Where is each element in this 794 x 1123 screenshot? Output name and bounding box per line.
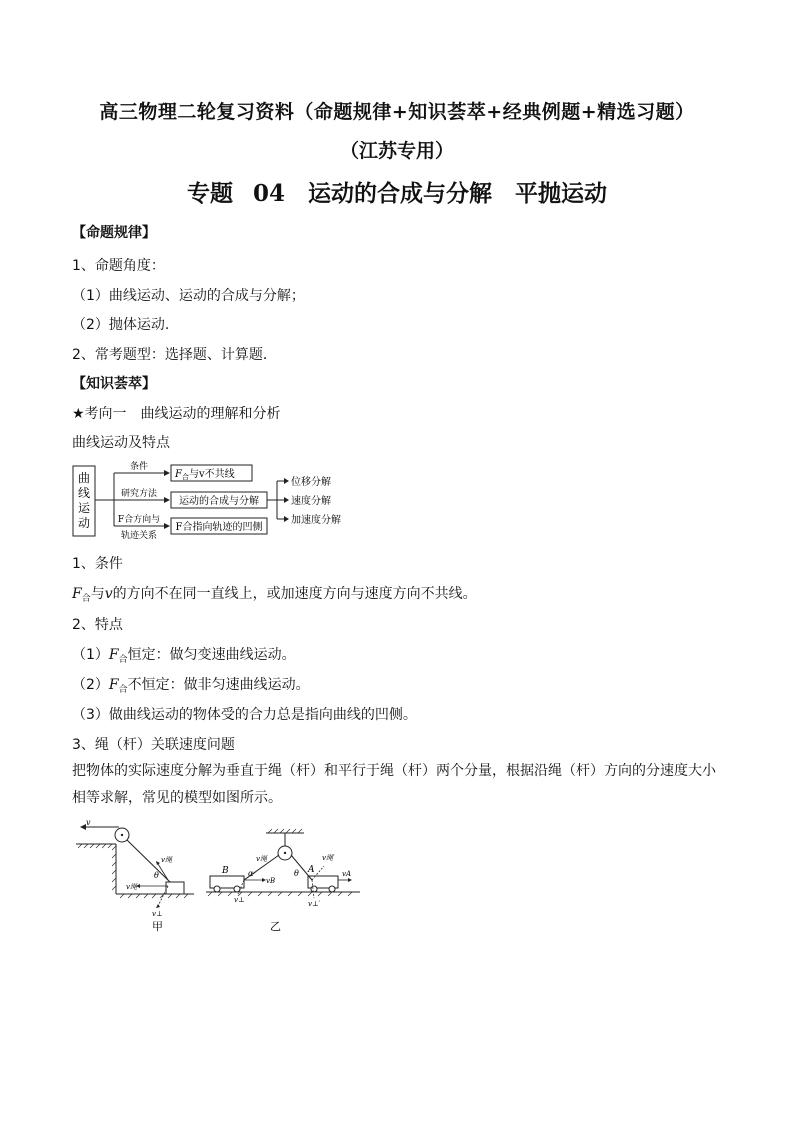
fig-b-label-alpha: α [248,869,254,878]
figure-a-diagram [72,818,197,936]
figure-b-diagram [204,828,364,936]
fig-b-label-A: A [308,865,315,875]
fig-b-label-v-rope: v绳 [256,855,267,863]
condition-text-a: 与 [90,586,105,602]
feature-1-F-sub: 合 [118,655,128,665]
rules-item-2: 2、常考题型：选择题、计算题． [72,347,277,363]
fig-b-label-v-perp: v⊥ [234,896,245,904]
concept-box-condition-text [174,467,235,481]
fig-b-label-v-rope-prime: v绳′ [322,854,335,862]
fig-a-label-theta: θ [154,871,159,880]
concept-root-char-3: 运 [77,501,91,515]
concept-box-method-text: 运动的合成与分解 [179,496,259,507]
concept-box-condition-rest: 与v不共线 [188,469,235,480]
concept-map-diagram [72,460,362,544]
feature-1-F: F [108,647,119,663]
concept-root-char-2: 线 [77,486,91,500]
fig-b-label-vB: vB [266,877,276,885]
concept-box-relation-text: F合指向轨迹的凹侧 [175,522,263,533]
fig-a-label-v-rope: v绳 [161,856,172,864]
branch-label-condition: 条件 [129,462,149,472]
condition-F-sub: 合 [81,594,91,604]
leaf-velocity: 速度分解 [291,496,331,507]
rules-item-1-1: （1）曲线运动、运动的合成与分解； [72,288,305,304]
rules-heading: 【命题规律】 [72,225,156,241]
feature-1 [72,644,296,665]
condition-title: 1、条件 [72,556,123,572]
rope-paragraph: 把物体的实际速度分解为垂直于绳（杆）和平行于绳（杆）两个分量，根据沿绳（杆）方向的分速度大小相等求解，常见的模型如图所示。 [72,763,716,806]
fig-a-label-v-perp: v⊥ [152,910,163,918]
feature-3: （3）做曲线运动的物体受的合力总是指向曲线的凹侧。 [72,707,417,723]
rules-item-1-2: （2）抛体运动. [72,317,170,333]
concept-subtitle: 曲线运动及特点 [72,435,170,451]
document-title: 高三物理二轮复习资料（命题规律+知识荟萃+经典例题+精选习题） [99,101,695,123]
condition-text [72,583,477,604]
feature-2-F-sub: 合 [118,685,128,695]
fig-b-label-theta: θ [294,869,299,878]
feature-2-prefix: （2） [72,677,109,693]
concept-box-condition-F: F [175,469,182,480]
feature-1-text: 恒定：做匀变速曲线运动。 [127,647,296,663]
leaf-acceleration: 加速度分解 [291,515,341,526]
fig-b-label-v-perp-prime: v⊥′ [308,900,321,908]
document-region: （江苏专用） [339,140,454,162]
condition-F: F [72,586,82,602]
figure-b-caption: 乙 [270,920,281,933]
figure-a-caption: 甲 [152,920,163,933]
feature-1-prefix: （1） [72,647,109,663]
feature-2 [72,674,310,695]
feature-2-F: F [108,677,119,693]
topic-title: 专题 04 运动的合成与分解 平抛运动 [186,180,607,207]
direction-one: ★考向一 曲线运动的理解和分析 [72,406,281,422]
branch-label-relation-bottom: 轨迹关系 [120,531,158,541]
fig-b-label-B: B [222,866,229,876]
feature-2-text: 不恒定：做非匀速曲线运动。 [127,677,310,693]
branch-label-method: 研究方法 [120,489,158,499]
concept-box-condition-sub: 合 [181,473,189,481]
rules-item-1: 1、命题角度： [72,258,165,274]
concept-root-char-1: 曲 [77,471,91,485]
fig-a-label-v: v [86,818,91,827]
leaf-displacement: 位移分解 [291,477,331,488]
condition-text-b: 的方向不在同一直线上，或加速度方向与速度方向不共线。 [112,586,477,602]
feature-title: 2、特点 [72,617,123,633]
concept-root-char-4: 动 [77,516,91,530]
fig-a-label-v-horizontal: v绳 [126,883,137,891]
rope-title: 3、绳（杆）关联速度问题 [72,737,235,753]
condition-v: v [104,586,113,602]
fig-b-label-vA: vA [342,870,352,878]
knowledge-heading: 【知识荟萃】 [72,376,156,392]
branch-label-relation-top: F合方向与 [117,515,161,525]
